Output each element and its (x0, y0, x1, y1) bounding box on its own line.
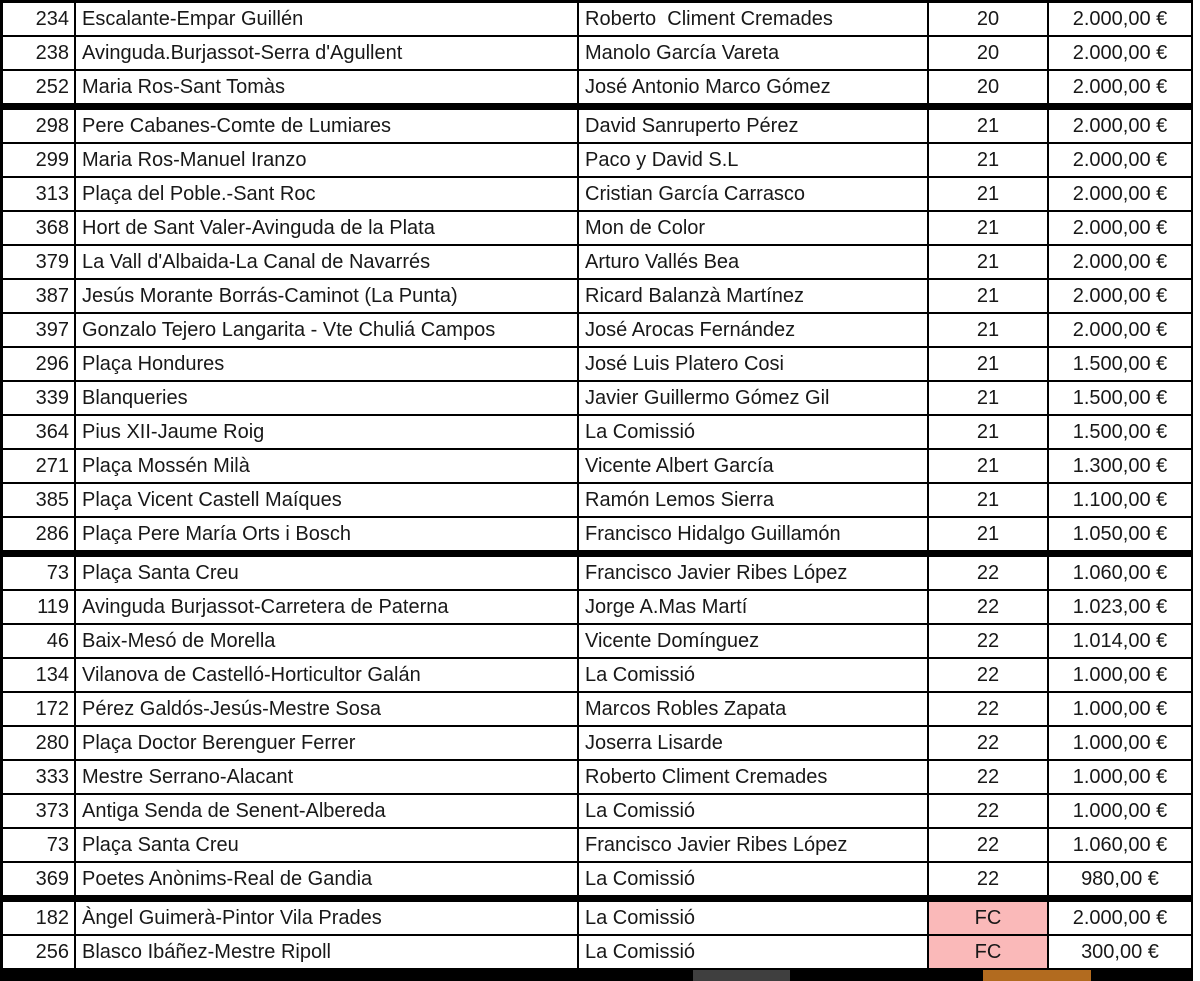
cell-id: 298 (3, 110, 76, 142)
cell-id: 238 (3, 37, 76, 69)
cell-amount: 980,00 € (1049, 863, 1193, 895)
cell-location: Vilanova de Castelló-Horticultor Galán (76, 659, 579, 691)
cell-responsible: Francisco Javier Ribes López (579, 557, 929, 589)
table-row (3, 552, 1193, 591)
footer-bar (0, 970, 1193, 981)
table-row (3, 314, 1193, 348)
cell-id: 134 (3, 659, 76, 691)
cell-location: Pius XII-Jaume Roig (76, 416, 579, 448)
cell-category: FC (929, 936, 1049, 968)
cell-amount: 2.000,00 € (1049, 110, 1193, 142)
cell-category: 21 (929, 178, 1049, 210)
cell-responsible: Francisco Javier Ribes López (579, 829, 929, 861)
cell-location: Hort de Sant Valer-Avinguda de la Plata (76, 212, 579, 244)
cell-responsible: José Arocas Fernández (579, 314, 929, 346)
cell-location: Baix-Mesó de Morella (76, 625, 579, 657)
cell-amount: 1.000,00 € (1049, 659, 1193, 691)
cell-amount: 2.000,00 € (1049, 144, 1193, 176)
table-row (3, 37, 1193, 71)
cell-id: 234 (3, 3, 76, 35)
cell-amount: 1.000,00 € (1049, 761, 1193, 793)
cell-location: Poetes Anònims-Real de Gandia (76, 863, 579, 895)
table-row (3, 3, 1193, 37)
cell-responsible: Vicente Domínguez (579, 625, 929, 657)
cell-category: 21 (929, 246, 1049, 278)
cell-id: 333 (3, 761, 76, 793)
table-row (3, 863, 1193, 897)
cell-responsible: Mon de Color (579, 212, 929, 244)
cell-amount: 2.000,00 € (1049, 71, 1193, 103)
cell-responsible: Ricard Balanzà Martínez (579, 280, 929, 312)
cell-id: 379 (3, 246, 76, 278)
cell-responsible: La Comissió (579, 936, 929, 968)
cell-id: 271 (3, 450, 76, 482)
table-row (3, 246, 1193, 280)
cell-location: Avinguda.Burjassot-Serra d'Agullent (76, 37, 579, 69)
cell-location: Maria Ros-Sant Tomàs (76, 71, 579, 103)
cell-responsible: José Antonio Marco Gómez (579, 71, 929, 103)
cell-category: 21 (929, 450, 1049, 482)
cell-location: Maria Ros-Manuel Iranzo (76, 144, 579, 176)
cell-amount: 1.100,00 € (1049, 484, 1193, 516)
cell-location: Plaça Vicent Castell Maíques (76, 484, 579, 516)
cell-location: Plaça del Poble.-Sant Roc (76, 178, 579, 210)
cell-id: 46 (3, 625, 76, 657)
cell-location: Plaça Mossén Milà (76, 450, 579, 482)
cell-location: Jesús Morante Borrás-Caminot (La Punta) (76, 280, 579, 312)
cell-responsible: Roberto Climent Cremades (579, 3, 929, 35)
cell-responsible: La Comissió (579, 416, 929, 448)
cell-category: 21 (929, 484, 1049, 516)
cell-amount: 300,00 € (1049, 936, 1193, 968)
table-row (3, 71, 1193, 105)
cell-id: 397 (3, 314, 76, 346)
cell-amount: 2.000,00 € (1049, 246, 1193, 278)
cell-responsible: José Luis Platero Cosi (579, 348, 929, 380)
cell-category: 22 (929, 557, 1049, 589)
cell-responsible: Javier Guillermo Gómez Gil (579, 382, 929, 414)
cell-category: 22 (929, 625, 1049, 657)
cell-responsible: Ramón Lemos Sierra (579, 484, 929, 516)
cell-responsible: Arturo Vallés Bea (579, 246, 929, 278)
cell-amount: 1.014,00 € (1049, 625, 1193, 657)
cell-id: 119 (3, 591, 76, 623)
table-row (3, 936, 1193, 970)
cell-responsible: La Comissió (579, 659, 929, 691)
cell-responsible: La Comissió (579, 795, 929, 827)
cell-id: 313 (3, 178, 76, 210)
cell-amount: 1.023,00 € (1049, 591, 1193, 623)
cell-amount: 1.060,00 € (1049, 829, 1193, 861)
table-row (3, 382, 1193, 416)
cell-id: 286 (3, 518, 76, 550)
cell-responsible: Roberto Climent Cremades (579, 761, 929, 793)
cell-location: Pérez Galdós-Jesús-Mestre Sosa (76, 693, 579, 725)
table-row (3, 761, 1193, 795)
cell-id: 385 (3, 484, 76, 516)
cell-id: 172 (3, 693, 76, 725)
cell-category: 20 (929, 71, 1049, 103)
table-row (3, 829, 1193, 863)
cell-responsible: Manolo García Vareta (579, 37, 929, 69)
cell-amount: 1.500,00 € (1049, 348, 1193, 380)
cell-category: 21 (929, 348, 1049, 380)
cell-location: Avinguda Burjassot-Carretera de Paterna (76, 591, 579, 623)
cell-id: 280 (3, 727, 76, 759)
cell-responsible: Jorge A.Mas Martí (579, 591, 929, 623)
table-row (3, 518, 1193, 552)
cell-location: Plaça Pere María Orts i Bosch (76, 518, 579, 550)
footer-gray-segment (693, 970, 790, 981)
cell-location: Àngel Guimerà-Pintor Vila Prades (76, 902, 579, 934)
cell-location: Plaça Hondures (76, 348, 579, 380)
cell-amount: 1.060,00 € (1049, 557, 1193, 589)
cell-category: FC (929, 902, 1049, 934)
cell-amount: 2.000,00 € (1049, 37, 1193, 69)
cell-amount: 1.300,00 € (1049, 450, 1193, 482)
cell-amount: 2.000,00 € (1049, 314, 1193, 346)
table-row (3, 450, 1193, 484)
cell-category: 22 (929, 693, 1049, 725)
cell-id: 296 (3, 348, 76, 380)
cell-category: 21 (929, 416, 1049, 448)
cell-id: 369 (3, 863, 76, 895)
cell-amount: 1.000,00 € (1049, 727, 1193, 759)
cell-responsible: Francisco Hidalgo Guillamón (579, 518, 929, 550)
cell-responsible: Paco y David S.L (579, 144, 929, 176)
cell-id: 299 (3, 144, 76, 176)
cell-category: 21 (929, 212, 1049, 244)
cell-responsible: Vicente Albert García (579, 450, 929, 482)
table-row (3, 727, 1193, 761)
cell-category: 21 (929, 144, 1049, 176)
cell-responsible: La Comissió (579, 902, 929, 934)
cell-category: 22 (929, 659, 1049, 691)
cell-location: Mestre Serrano-Alacant (76, 761, 579, 793)
cell-category: 22 (929, 727, 1049, 759)
cell-amount: 1.500,00 € (1049, 382, 1193, 414)
table-row (3, 693, 1193, 727)
cell-amount: 2.000,00 € (1049, 3, 1193, 35)
cell-category: 22 (929, 829, 1049, 861)
table-row (3, 348, 1193, 382)
table-row (3, 416, 1193, 450)
footer-orange-segment (983, 970, 1091, 981)
cell-location: Pere Cabanes-Comte de Lumiares (76, 110, 579, 142)
table-row (3, 144, 1193, 178)
cell-id: 364 (3, 416, 76, 448)
cell-id: 256 (3, 936, 76, 968)
cell-amount: 1.500,00 € (1049, 416, 1193, 448)
cell-location: Antiga Senda de Senent-Albereda (76, 795, 579, 827)
cell-amount: 1.000,00 € (1049, 693, 1193, 725)
cell-category: 22 (929, 863, 1049, 895)
cell-id: 368 (3, 212, 76, 244)
cell-location: Blanqueries (76, 382, 579, 414)
table-row (3, 105, 1193, 144)
cell-category: 21 (929, 314, 1049, 346)
cell-category: 21 (929, 518, 1049, 550)
cell-responsible: Joserra Lisarde (579, 727, 929, 759)
cell-amount: 2.000,00 € (1049, 902, 1193, 934)
cell-category: 22 (929, 591, 1049, 623)
cell-amount: 2.000,00 € (1049, 178, 1193, 210)
cell-responsible: La Comissió (579, 863, 929, 895)
table-row (3, 897, 1193, 936)
table-row (3, 280, 1193, 314)
table-row (3, 484, 1193, 518)
cell-category: 21 (929, 110, 1049, 142)
cell-location: Plaça Santa Creu (76, 557, 579, 589)
table-row (3, 591, 1193, 625)
cell-location: Gonzalo Tejero Langarita - Vte Chuliá Campos (76, 314, 579, 346)
cell-category: 22 (929, 795, 1049, 827)
cell-category: 22 (929, 761, 1049, 793)
cell-id: 252 (3, 71, 76, 103)
cell-location: Plaça Doctor Berenguer Ferrer (76, 727, 579, 759)
cell-location: Escalante-Empar Guillén (76, 3, 579, 35)
table-row (3, 625, 1193, 659)
cell-id: 182 (3, 902, 76, 934)
cell-responsible: David Sanruperto Pérez (579, 110, 929, 142)
cell-responsible: Marcos Robles Zapata (579, 693, 929, 725)
cell-amount: 2.000,00 € (1049, 212, 1193, 244)
cell-category: 20 (929, 37, 1049, 69)
table-row (3, 212, 1193, 246)
table-row (3, 178, 1193, 212)
cell-responsible: Cristian García Carrasco (579, 178, 929, 210)
cell-location: Plaça Santa Creu (76, 829, 579, 861)
cell-id: 73 (3, 557, 76, 589)
cell-id: 73 (3, 829, 76, 861)
cell-id: 373 (3, 795, 76, 827)
table-row (3, 659, 1193, 693)
table-row (3, 795, 1193, 829)
cell-amount: 1.050,00 € (1049, 518, 1193, 550)
cell-id: 339 (3, 382, 76, 414)
cell-id: 387 (3, 280, 76, 312)
cell-location: Blasco Ibáñez-Mestre Ripoll (76, 936, 579, 968)
cell-amount: 2.000,00 € (1049, 280, 1193, 312)
cell-amount: 1.000,00 € (1049, 795, 1193, 827)
cell-category: 20 (929, 3, 1049, 35)
cell-category: 21 (929, 382, 1049, 414)
cell-category: 21 (929, 280, 1049, 312)
cell-location: La Vall d'Albaida-La Canal de Navarrés (76, 246, 579, 278)
